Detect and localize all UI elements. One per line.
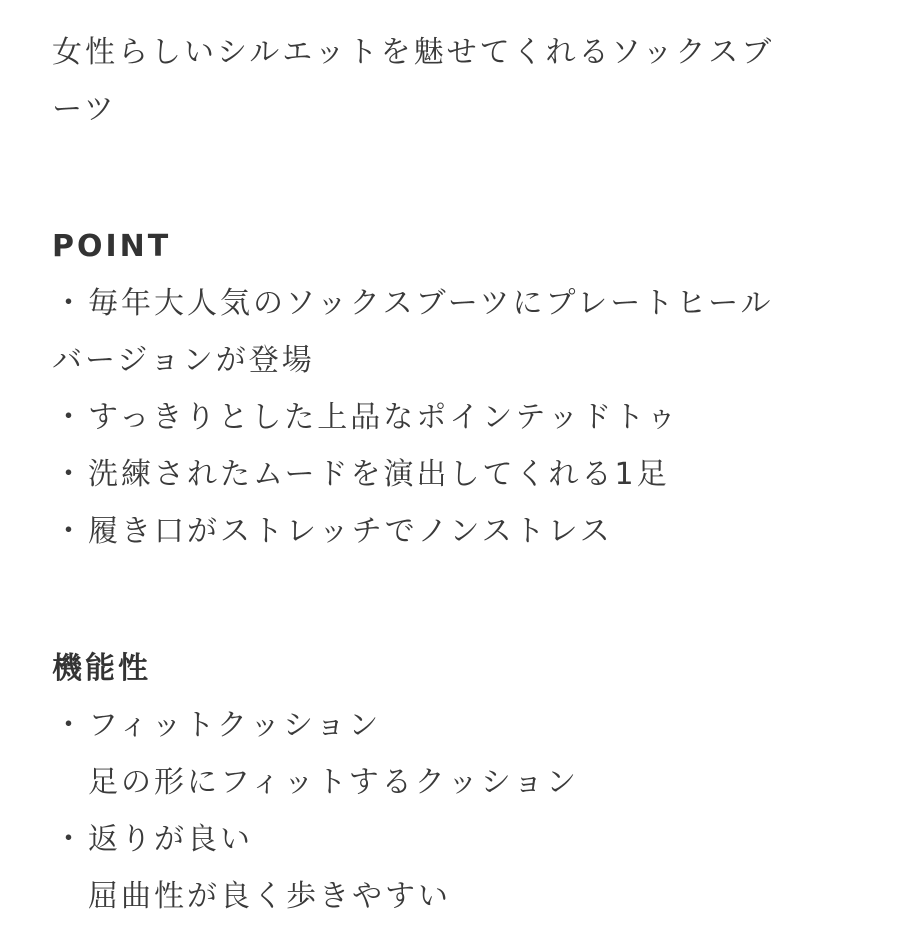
feature-item-2-desc: 屈曲性が良く歩きやすい (88, 879, 451, 914)
point-item-text: すっきりとした上品なポインテッドトゥ (88, 400, 680, 435)
point-item-1-continued: バージョンが登場 (52, 343, 315, 378)
bullet-icon: ・ (53, 286, 87, 321)
feature-item-2-title (52, 811, 852, 868)
point-item-text: 洗練されたムードを演出してくれる1足 (88, 457, 670, 492)
intro-line-2: ーツ (52, 92, 117, 127)
bullet-icon: ・ (53, 822, 87, 857)
features-heading: 機能性 (52, 651, 151, 686)
point-item-3 (52, 446, 852, 503)
product-description (52, 24, 852, 925)
bullet-icon: ・ (53, 400, 87, 435)
bullet-icon: ・ (53, 457, 87, 492)
bullet-icon: ・ (53, 708, 87, 743)
point-item-1 (52, 275, 852, 332)
bullet-icon: ・ (53, 514, 87, 549)
feature-item-1-desc: 足の形にフィットするクッション (88, 765, 580, 800)
point-heading: POINT (52, 229, 172, 264)
spacer (52, 138, 852, 218)
point-item-4 (52, 503, 852, 560)
point-item-text: 毎年大人気のソックスブーツにプレートヒール (88, 286, 774, 321)
feature-title: フィットクッション (88, 708, 382, 743)
point-item-text: 履き口がストレッチでノンストレス (88, 514, 613, 549)
spacer (52, 560, 852, 640)
feature-item-1-title (52, 697, 852, 754)
feature-title: 返りが良い (88, 822, 253, 857)
intro-line-1: 女性らしいシルエットを魅せてくれるソックスブ (52, 35, 775, 70)
point-item-2 (52, 389, 852, 446)
